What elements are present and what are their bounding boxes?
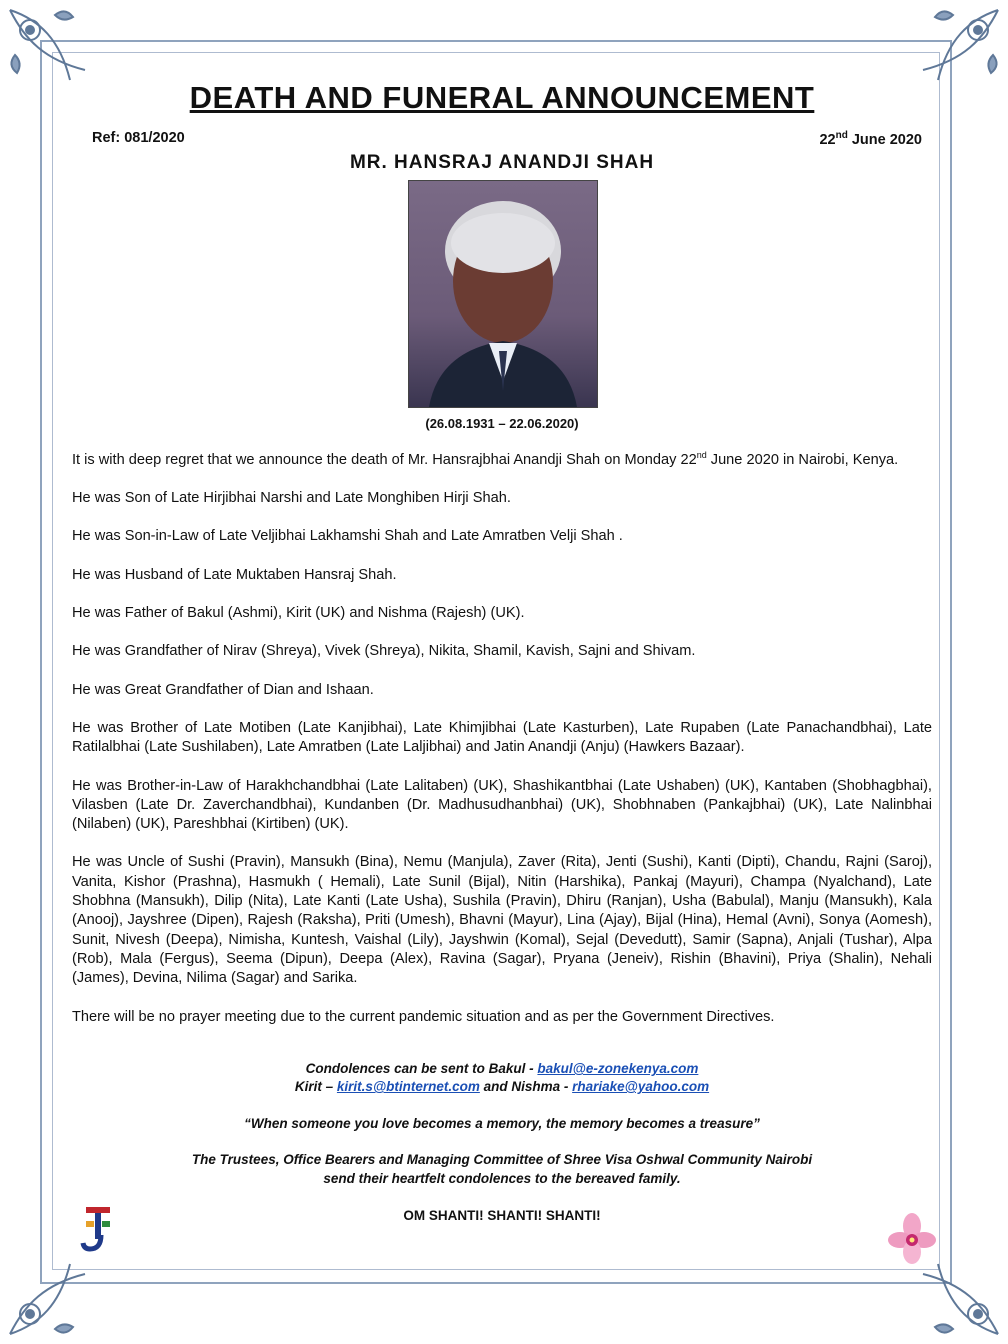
lifespan-dates: (26.08.1931 – 22.06.2020) xyxy=(425,416,579,431)
announcement xyxy=(72,74,932,1223)
deceased-name: MR. HANSRAJ ANANDJI SHAH xyxy=(349,152,655,173)
memorial-quote: “When someone you love becomes a memory, the memory becomes a treasure” xyxy=(244,1116,760,1131)
son-paragraph: He was Son of Late Hirjibhai Narshi and Late Monghiben Hirji Shah. xyxy=(72,490,511,507)
trustees-message: The Trustees, Office Bearers and Managing Committee of Shree Visa Oshwal Community Nairobi send their heartfelt condolences to the bereaved family. xyxy=(191,1152,813,1186)
portrait-icon xyxy=(409,181,597,407)
kirit-email-link[interactable]: kirit.s@btinternet.com xyxy=(336,1079,480,1094)
condolences-line-1: Condolences can be sent to Bakul - bakul@e-zonekenya.com xyxy=(305,1061,699,1076)
condolences-block xyxy=(72,1060,932,1096)
bakul-email-link[interactable]: bakul@e-zonekenya.com xyxy=(537,1061,699,1076)
son-in-law-paragraph: He was Son-in-Law of Late Veljibhai Lakhamshi Shah and Late Amratben Velji Shah . xyxy=(72,528,623,545)
closing-prayer: OM SHANTI! SHANTI! SHANTI! xyxy=(403,1208,601,1223)
reference-number: Ref: 081/2020 xyxy=(92,130,185,146)
brother-paragraph: He was Brother of Late Motiben (Late Kanjibhai), Late Khimjibhai (Late Kasturben), Late Rupaben (Late Panachandbhai), Late Ratilalbhai (Late Sushilaben), Late Amratben (Late Laljibhai) and Jatin Anandji (Anju) (Hawkers Bazaar). xyxy=(72,719,932,756)
orchid-flower-icon xyxy=(888,1212,936,1266)
announcement-date: 22nd June 2020 xyxy=(819,130,922,148)
announcement-body xyxy=(72,446,932,1046)
father-paragraph: He was Father of Bakul (Ashmi), Kirit (UK) and Nishma (Rajesh) (UK). xyxy=(72,605,525,622)
uncle-paragraph: He was Uncle of Sushi (Pravin), Mansukh (Bina), Nemu (Manjula), Zaver (Rita), Jenti (Sushi), Kanti (Dipti), Chandu, Rajni (Saroj), Vanita, Kishor (Prashna), Hasmukh ( Hemali), Late Sunil (Bijal), Nitin (Harshika), Pankaj (Mayuri), Champa (Nyalchand), Late Shobhna (Mansukh), Dilip (Nita), Late Kanti (Late Usha), Sushila (Pravin), Dhiru (Ranjan), Usha (Babulal), Manju (Mansukh), Kala (Anooj), Jayshree (Dipen), Rajesh (Raksha), Priti (Umesh), Bhavni (Mayur), Lina (Ajay), Bijal (Hina), Hemal (Avni), Sonya (Aomesh), Sunit, Nivesh (Deepa), Nimisha, Kuntesh, Vaishal (Lily), Jayshwin (Komal), Sejal (Devedutt), Samir (Sapna), Anjali (Tushar), Alpa (Rob), Mala (Fergus), Seema (Dipun), Deepa (Alex), Ravina (Sagar), Pryana (Jeneiv), Rishin (Bhavini), Priya (Shalin), Nehali (James), Devina, Nilima (Sagar) and Sarika. xyxy=(72,854,932,987)
brother-in-law-paragraph: He was Brother-in-Law of Harakhchandbhai (Late Lalitaben) (UK), Shashikantbhai (Late Ushaben) (UK), Kantaben (Shobhagbhai), Vilasben (Late Dr. Zaverchandbhai), Kundanben (Dr. Madhusudhanbhai) (UK), Shobhnaben (Pankajbhai) (UK), Late Nalinbhai (Nilaben) (UK), Pareshbhai (Kirtiben) (UK). xyxy=(72,777,932,833)
intro-paragraph: It is with deep regret that we announce the death of Mr. Hansrajbhai Anandji Shah on Monday 22nd June 2020 in Nairobi, Kenya. xyxy=(72,450,899,468)
prayer-paragraph: There will be no prayer meeting due to the current pandemic situation and as per the Government Directives. xyxy=(72,1008,775,1025)
deceased-portrait xyxy=(408,180,598,408)
grandfather-paragraph: He was Grandfather of Nirav (Shreya), Vivek (Shreya), Nikita, Shamil, Kavish, Sajni and Shivam. xyxy=(72,643,696,660)
nishma-email-link[interactable]: rhariake@yahoo.com xyxy=(572,1079,710,1094)
husband-paragraph: He was Husband of Late Muktaben Hansraj Shah. xyxy=(72,566,397,583)
condolences-line-2: Kirit – kirit.s@btinternet.com and Nishma - rhariake@yahoo.com xyxy=(294,1079,710,1094)
great-grandfather-paragraph: He was Great Grandfather of Dian and Ishaan. xyxy=(72,681,374,698)
ref-row xyxy=(72,130,932,152)
page-title: DEATH AND FUNERAL ANNOUNCEMENT xyxy=(189,80,815,115)
community-logo-icon xyxy=(80,1205,116,1253)
